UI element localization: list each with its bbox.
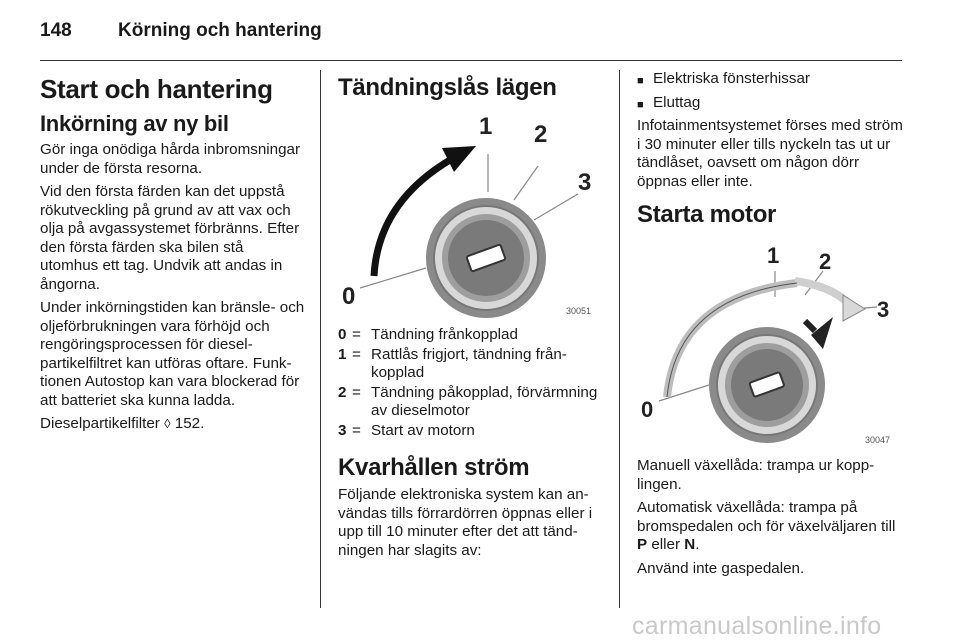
column-ignition [338,70,604,565]
section-title-start-engine: Starta motor [637,201,777,228]
ignition-lock-illustration [338,108,604,320]
legend-row: 1 = Rattlås frigjort, tändning frånkopplad [338,346,567,381]
paragraph: Använd inte gaspedalen. [637,559,805,577]
column-divider [619,70,620,608]
figure-label: 1 [767,243,780,268]
paragraph: Infotainmentsystemet förses med ström i 30 minuter eller tills nyckeln tas ut ur tändlåset, oavsett om någon dörr öppnas eller inte. [637,117,903,190]
figure-legend [338,326,604,440]
figure-label: 3 [877,297,890,322]
list-item: ■ Elektriska fönsterhissar [637,70,903,91]
figure-label: 3 [578,169,592,196]
paragraph: Under inkörningstiden kan bränsle- och oljeförbrukningen vara förhöjd och rengöringsprocessen för dieselpartikelfiltret kan utföras oftare. Funktionen Autostop kan vara blockerad för att batteriet ska kunna ladda. [40,299,305,409]
legend-row: 3 = Start av motorn [338,422,475,439]
header-rule [40,60,902,61]
gear-p: P [637,536,648,553]
start-engine-figure [637,237,903,449]
legend-row: 0 = Tändning frånkopplad [338,326,518,343]
legend-row: 2 = Tändning påkopplad, förvärmning av dieselmotor [338,384,598,419]
reference-page: 152. [174,415,205,432]
ignition-figure [338,108,604,320]
section-title: Körning och hantering [118,20,322,41]
figure-code: 30051 [566,306,592,316]
cross-reference[interactable] [40,415,305,434]
reference-text: Dieselpartikelfilter [40,415,160,432]
section-title-ignition: Tändningslås lägen [338,74,557,101]
watermark: carmanualsonline.info [632,612,882,640]
paragraph: Vid den första färden kan det uppstå rökutveckling på grund av att vax och olja på avgassystemet förbränns. Efter den första färden ska bilen stå utomhus ett tag. Undvik att andas in ångorna. [40,183,300,293]
gear-n: N [684,536,696,553]
list-item: ■ Eluttag [637,94,903,115]
subsection-title: Inkörning av ny bil [40,111,229,136]
figure-label: 2 [534,121,548,148]
page-number: 148 [40,20,72,41]
column-divider [320,70,321,608]
page-header [40,20,322,42]
figure-code: 30047 [865,435,891,445]
section-title-retained-power: Kvarhållen ström [338,454,530,481]
paragraph: Gör inga onödiga hårda inbromsningar under de första resorna. [40,141,301,177]
figure-label: 0 [641,397,654,422]
paragraph: Automatisk växellåda: trampa på bromspedalen och för växelväljaren till P eller N. [637,499,896,553]
start-engine-illustration [637,237,903,449]
column-start-engine [637,70,903,583]
figure-label: 1 [479,113,493,140]
page-reference-icon: ◊ [164,416,171,431]
bullet-icon: ■ [637,98,644,111]
column-start-handling [40,70,305,439]
figure-label: 0 [342,283,356,310]
paragraph: Följande elektroniska system kan användas tills förrardörren öppnas eller i upp till 10 minuter efter det att tändningen har slagits av: [338,486,593,559]
paragraph: Manuell växellåda: trampa ur kopplingen. [637,457,875,493]
chapter-title: Start och hantering [40,74,273,104]
bullet-icon: ■ [637,75,644,87]
figure-label: 2 [819,249,832,274]
